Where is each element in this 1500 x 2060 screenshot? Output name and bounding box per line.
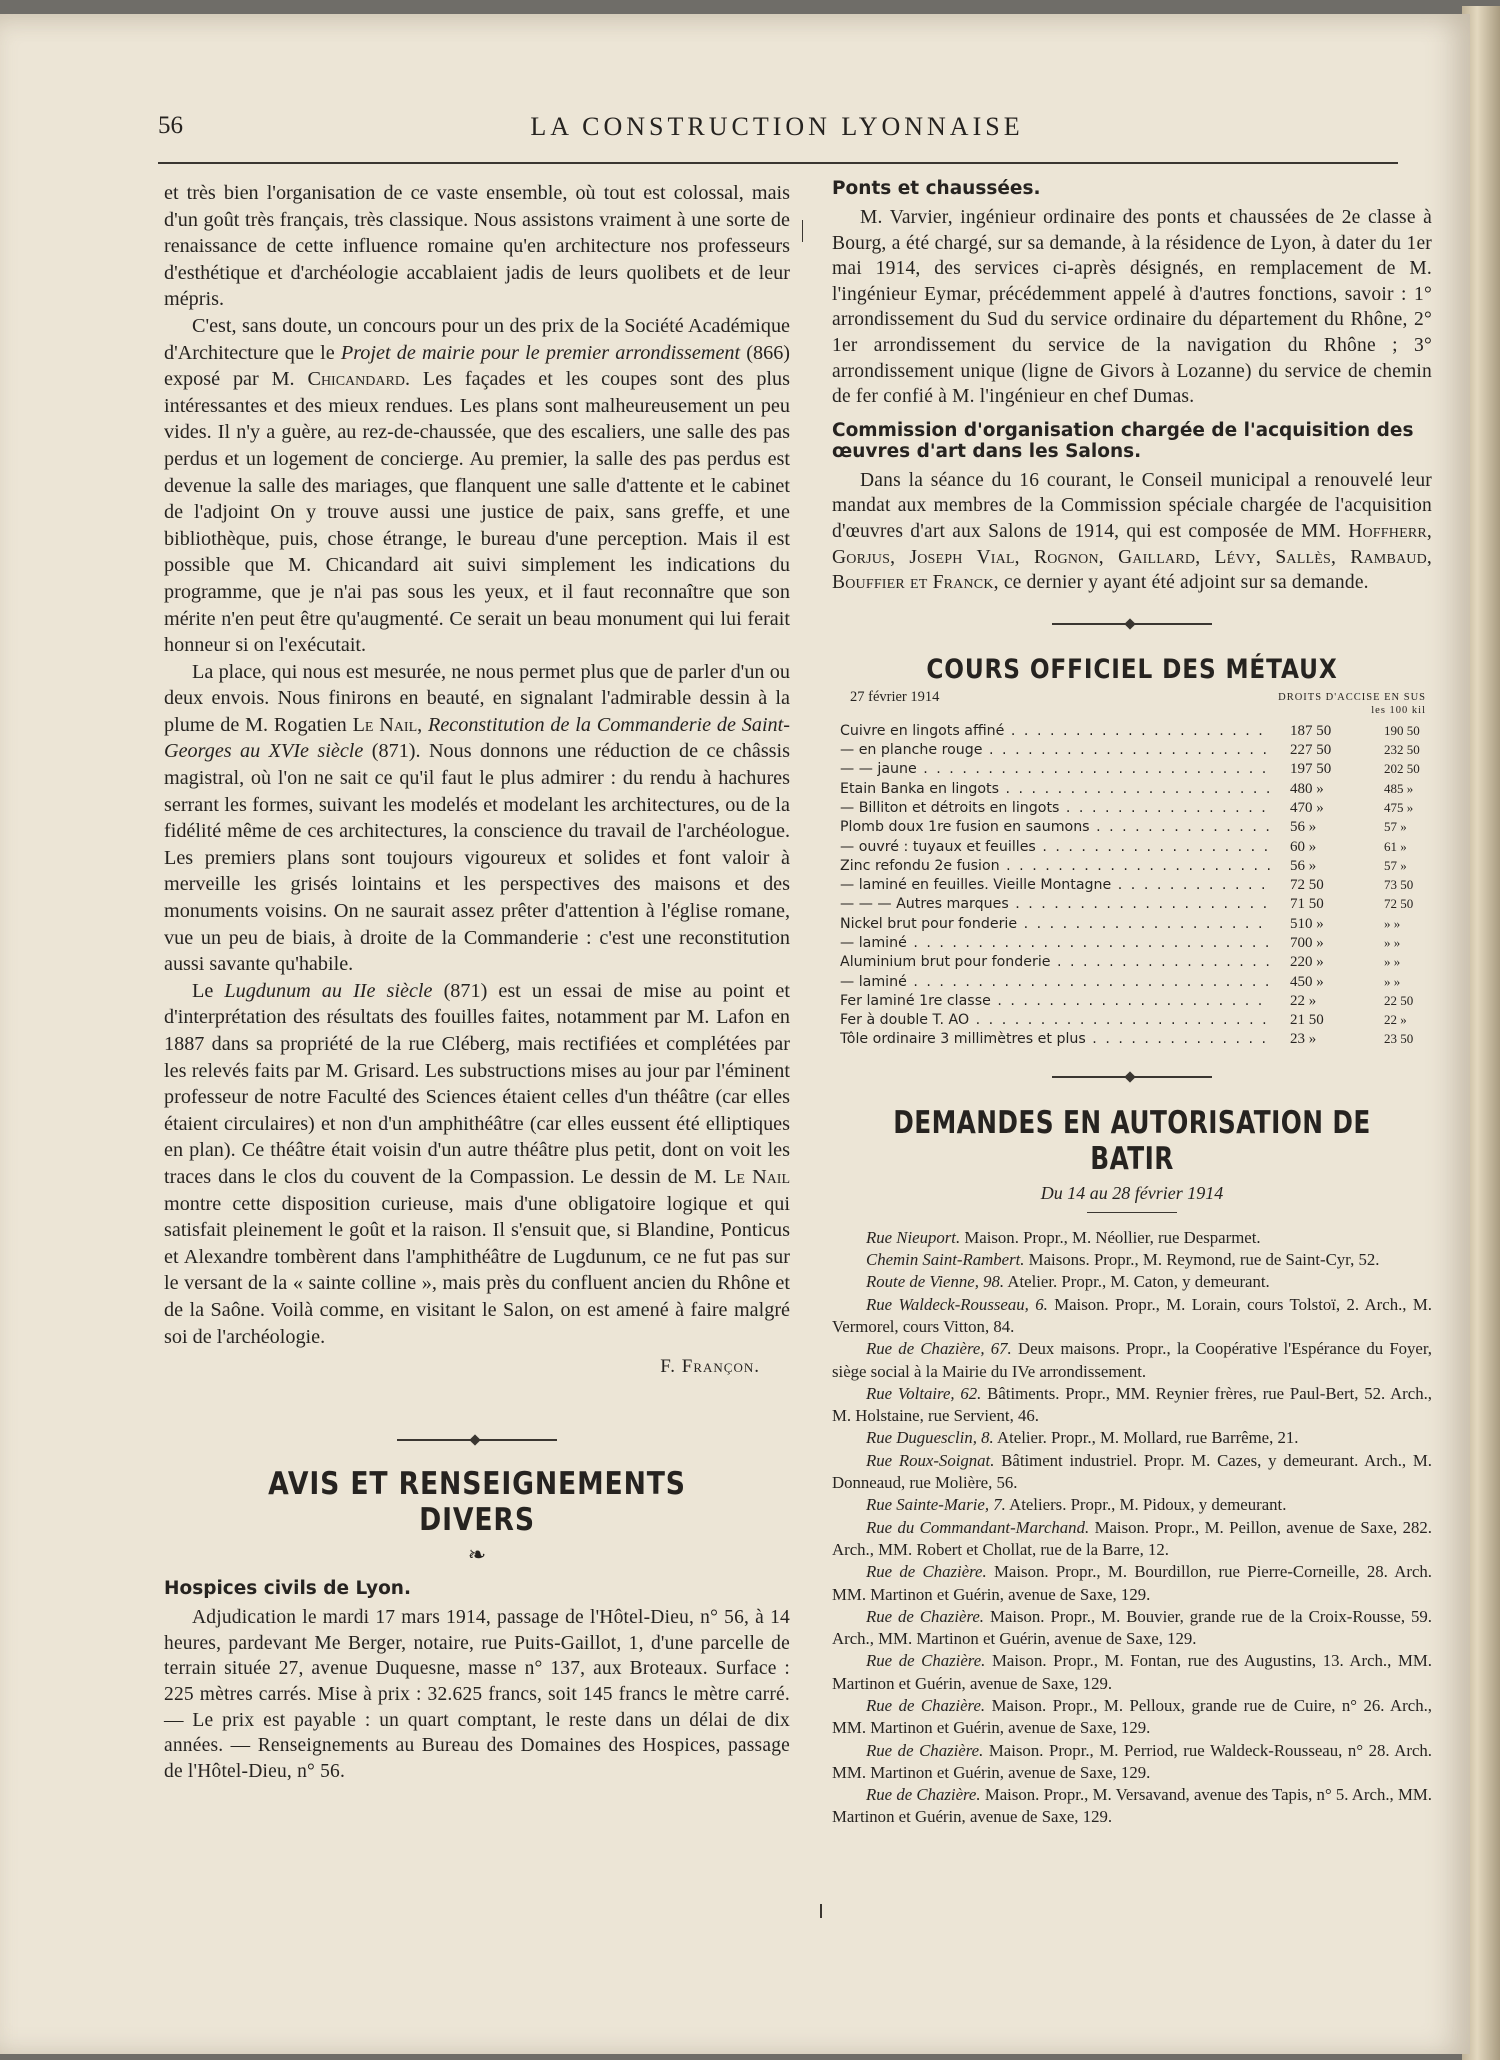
permit-details: Atelier. Propr., M. Caton, y demeurant. — [1004, 1272, 1270, 1292]
section-divider — [1052, 618, 1212, 630]
metal-row — [832, 742, 1432, 761]
permit-street: Rue Nieuport. — [866, 1227, 961, 1247]
metal-name: — laminé . . . — [840, 935, 1270, 951]
metal-name: Nickel brut pour fonderie . . . — [840, 916, 1270, 932]
metal-price: 220 » — [1290, 954, 1324, 971]
metal-price: 187 50 — [1290, 722, 1332, 739]
metal-name: Plomb doux 1re fusion en saumons . . . — [840, 819, 1270, 835]
ponts-notice — [832, 205, 1432, 410]
metal-price-with-duty: 22 50 — [1384, 992, 1414, 1008]
hospices-text: Adjudication le mardi 17 mars 1914, passage de l'Hôtel-Dieu, n° 56, à 14 heures, pardevant Me Berger, notaire, rue Puits-Gaillot, 1, d'une parcelle de terrain située 27, avenue Duquesne, masse n° 137, aux Broteaux. Surface : 225 mètres carrés. Mise à prix : 32.625 francs, soit 145 francs le mètre carré. — Le prix est payable : un quart comptant, le reste dans un délai de dix années. — Renseignements au Bureau des Domaines des Hospices, passage de l'Hôtel-Dieu, n° 56. — [164, 1607, 790, 1782]
metal-price-with-duty: » » — [1384, 954, 1401, 970]
metal-row — [832, 761, 1432, 780]
permit-details: Deux maisons. Propr., la Coopérative l'Espérance du Foyer, siège social à la Mairie du IVe arrondissement. — [832, 1339, 1432, 1381]
commission-heading: Commission d'organisation chargée de l'acquisition des œuvres d'art dans les Salons. — [832, 419, 1414, 462]
metal-name: Fer laminé 1re classe . . . — [840, 993, 1270, 1009]
article-salon — [164, 180, 790, 1350]
permit-details: Maisons. Propr., M. Reymond, rue de Saint-Cyr, 52. — [1024, 1250, 1380, 1270]
metal-price-with-duty: 475 » — [1384, 799, 1414, 815]
permit-street: Rue de Chazière. — [866, 1562, 987, 1582]
right-column — [832, 180, 1432, 1829]
architect-name: Le Nail — [352, 713, 418, 736]
permit-details: Maison. Propr., M. Peillon, avenue de Saxe, 282. Arch., MM. Robert et Chollat, rue de la Barre, 12. — [832, 1517, 1432, 1559]
member-names: Hoffherr, Gorjus, Joseph Vial, Rognon, Gaillard, Lévy, Sallès, Rambaud, Bouffier et Franck — [832, 520, 1432, 594]
permit-street: Rue du Commandant-Marchand. — [866, 1517, 1090, 1537]
metal-name: — ouvré : tuyaux et feuilles . . . — [840, 839, 1270, 855]
text-run: montre cette disposition curieuse, mais d'une obligatoire logique et qui satisfait pleinement le goût et la raison. Il s'ensuit que, si Blandine, Ponticus et Alexandre tombèrent dans l'amphithéâtre de Lugdunum, ce ne fut pas sur le versant de la « sainte colline », mais près du confluent ancien du Rhône et de la Saône. Voilà comme, en visitant le Salon, on est amené à faire malgré soi de l'archéologie. — [164, 1192, 790, 1348]
metal-row — [832, 858, 1432, 877]
text-run: Le — [192, 979, 225, 1002]
metal-price-with-duty: » » — [1384, 973, 1401, 989]
permit-entry — [832, 1650, 1432, 1695]
work-title: Lugdunum au IIe siècle — [224, 979, 433, 1002]
metal-name: — en planche rouge . . . — [840, 742, 1270, 758]
metal-row — [832, 1031, 1432, 1050]
metal-row — [832, 896, 1432, 915]
permit-entry — [832, 1338, 1432, 1383]
metaux-heading: COURS OFFICIEL DES MÉTAUX — [926, 653, 1338, 685]
project-title: Projet de mairie pour le premier arrondissement — [340, 341, 741, 364]
metal-price: 60 » — [1290, 838, 1317, 855]
section-divider — [397, 1434, 557, 1446]
margin-mark — [820, 1904, 822, 1918]
section-divider — [1052, 1071, 1212, 1083]
metal-name: Cuivre en lingots affiné . . . — [840, 723, 1270, 739]
article-paragraph-3 — [164, 659, 790, 978]
demandes-heading: DEMANDES EN AUTORISATION DE BATIR — [893, 1104, 1371, 1177]
text-run: Dans la séance du 16 courant, le Conseil municipal a renouvelé leur mandat aux membres de la Commission spéciale chargée de l'acquisition d'œuvres d'art aux Salons de 1914, qui est composée de MM. — [832, 469, 1432, 542]
avis-heading: AVIS ET RENSEIGNEMENTS DIVERS — [268, 1466, 686, 1539]
permit-details: Maison. Propr., M. Bourdillon, rue Pierre-Corneille, 28. Arch. MM. Martinon et Guérin, avenue de Saxe, 129. — [832, 1562, 1432, 1604]
permit-details: Bâtiments. Propr., MM. Reynier frères, rue Paul-Bert, 52. Arch., M. Holstaine, rue Servient, 46. — [832, 1383, 1432, 1426]
metal-row — [832, 819, 1432, 838]
article-paragraph-4 — [164, 978, 790, 1350]
metaux-duty-header — [1278, 691, 1426, 717]
architect-name: Le Nail — [724, 1165, 790, 1188]
permit-details: Maison. Propr., M. Bouvier, grande rue de la Croix-Rousse, 59. Arch., MM. Martinon et Guérin, avenue de Saxe, 129. — [832, 1606, 1432, 1649]
metal-price-with-duty: 190 50 — [1384, 722, 1420, 738]
metal-price: 56 » — [1290, 819, 1317, 836]
permit-entry — [832, 1784, 1432, 1829]
hospices-heading: Hospices civils de Lyon. — [164, 1578, 411, 1600]
page-header — [158, 112, 1396, 148]
metal-price-with-duty: 61 » — [1384, 838, 1407, 854]
permit-details: Bâtiment industriel. Propr. M. Cazes, y demeurant. Arch., M. Donneaud, rue Molière, 56. — [832, 1450, 1433, 1493]
metal-price: 450 » — [1290, 973, 1324, 990]
short-rule — [1087, 1212, 1177, 1213]
permit-entry — [832, 1249, 1432, 1271]
metal-row — [832, 993, 1432, 1012]
permit-street: Rue de Chazière. — [866, 1785, 981, 1805]
demandes-subtitle: Du 14 au 28 février 1914 — [1040, 1182, 1224, 1203]
hospices-notice — [164, 1605, 790, 1784]
metal-name: — laminé . . . — [840, 974, 1270, 990]
ponts-heading: Ponts et chaussées. — [832, 178, 1041, 199]
duty-unit: les 100 kil — [1371, 704, 1426, 716]
metal-row — [832, 916, 1432, 935]
metal-row — [832, 974, 1432, 993]
metal-row — [832, 800, 1432, 819]
text-run: (871) est un essai de mise au point et d'interprétation des résultats des fouilles faites, notamment par M. Lafon en 1887 dans sa propriété de la rue Cléberg, mais rectifiées et complétées par les relevés faits par M. Grisard. Les substructions mises au jour par l'éminent professeur de notre Faculté des Sciences étaient celles d'un théâtre (car elles étaient circulaires) et non d'un amphithéâtre (car elles eussent été elliptiques en plan). Ce théâtre était voisin d'un autre théâtre plus petit, dont on voit les traces dans le clos du couvent de la Compassion. Le dessin de M. — [164, 979, 791, 1188]
left-column — [164, 180, 790, 1784]
article-paragraph-1: et très bien l'organisation de ce vaste ensemble, où tout est colossal, mais d'un goût très français, très classique. Nous assistons vraiment à une sorte de renaissance de cette influence romaine qu'en architecture nos professeurs d'esthétique et d'archéologie accablaient jadis de leurs quolibets et de leur mépris. — [164, 182, 790, 311]
page-title: LA CONSTRUCTION LYONNAISE — [530, 112, 1024, 141]
permit-entry — [832, 1517, 1432, 1562]
permit-street: Rue de Chazière. — [866, 1606, 984, 1626]
metal-price-with-duty: » » — [1384, 934, 1401, 950]
permit-details: Atelier. Propr., M. Mollard, rue Barrême, 21. — [993, 1428, 1299, 1448]
metal-row — [832, 781, 1432, 800]
permit-entry — [832, 1383, 1432, 1428]
permit-entry — [832, 1427, 1432, 1449]
fleuron-ornament: ❧ — [467, 1542, 487, 1568]
metal-row — [832, 877, 1432, 896]
demandes-list — [832, 1227, 1432, 1829]
commission-notice — [832, 468, 1432, 596]
metal-name: Etain Banka en lingots . . . — [840, 781, 1270, 797]
header-rule — [158, 162, 1398, 164]
metal-price: 510 » — [1290, 915, 1324, 932]
metaux-subheader — [832, 685, 1432, 723]
metal-price-with-duty: 23 50 — [1384, 1031, 1414, 1047]
metal-price-with-duty: 73 50 — [1384, 877, 1414, 893]
permit-details: Maison. Propr., M. Pelloux, grande rue de Cuire, n° 26. Arch., MM. Martinon et Guérin, avenue de Saxe, 129. — [832, 1696, 1432, 1738]
duty-label: DROITS D'ACCISE EN SUS — [1278, 691, 1426, 703]
metal-name: Fer à double T. AO . . . — [840, 1012, 1270, 1028]
metal-price: 21 50 — [1290, 1012, 1324, 1029]
metal-price: 23 » — [1290, 1031, 1317, 1048]
metal-price-with-duty: 57 » — [1384, 857, 1407, 873]
permit-details: Maison. Propr., M. Versavand, avenue des Tapis, n° 5. Arch., MM. Martinon et Guérin, avenue de Saxe, 129. — [832, 1785, 1432, 1827]
metal-name: — Billiton et détroits en lingots . . . — [840, 800, 1270, 816]
permit-details: Maison. Propr., M. Fontan, rue des Augustins, 13. Arch., MM. Martinon et Guérin, avenue de Saxe, 129. — [832, 1651, 1432, 1693]
permit-street: Rue Voltaire, 62. — [866, 1383, 982, 1403]
metal-row — [832, 723, 1432, 742]
page-number: 56 — [158, 112, 183, 139]
work-title: Reconstitution de la Commanderie de Saint-Georges au XVIe siècle — [164, 713, 790, 763]
permit-entry — [832, 1450, 1432, 1495]
metal-price-with-duty: 485 » — [1384, 780, 1414, 796]
permit-entry — [832, 1561, 1432, 1606]
text-run: La place, qui nous est mesurée, ne nous permet plus que de parler d'un ou deux envois. Nous finirons en beauté, en signalant l'admirable dessin à la plume de M. Rogatien — [164, 660, 790, 736]
permit-details: Ateliers. Propr., M. Pidoux, y demeurant. — [1005, 1495, 1287, 1515]
metal-price-with-duty: 57 » — [1384, 819, 1407, 835]
permit-street: Chemin Saint-Rambert. — [866, 1250, 1025, 1270]
article-paragraph-2 — [164, 313, 790, 659]
metal-price-with-duty: 22 » — [1384, 1012, 1407, 1028]
metal-row — [832, 935, 1432, 954]
metal-row — [832, 839, 1432, 858]
permit-entry — [832, 1294, 1432, 1339]
metal-name: — — — Autres marques . . . — [840, 896, 1270, 912]
permit-street: Rue Duguesclin, 8. — [866, 1428, 994, 1448]
metal-price: 71 50 — [1290, 896, 1324, 913]
metal-price: 480 » — [1290, 780, 1324, 797]
column-mark — [802, 220, 803, 242]
permit-details: Maison. Propr., M. Néollier, rue Desparmet. — [960, 1227, 1261, 1247]
metal-name: Zinc refondu 2e fusion . . . — [840, 858, 1270, 874]
metal-price-with-duty: » » — [1384, 915, 1401, 931]
text-run: (866) exposé par M. — [164, 341, 791, 391]
metal-name: — laminé en feuilles. Vieille Montagne . . . — [840, 877, 1270, 893]
text-run: C'est, sans doute, un concours pour un des prix de la Société Académique d'Architecture que le — [164, 314, 790, 364]
metaux-date: 27 février 1914 — [850, 688, 940, 705]
permit-entry — [832, 1494, 1432, 1516]
permit-entry — [832, 1695, 1432, 1740]
permit-street: Rue de Chazière. — [866, 1696, 986, 1715]
metal-name: — — jaune . . . — [840, 761, 1270, 777]
metaux-price-table — [832, 723, 1432, 1051]
metal-price: 227 50 — [1290, 742, 1332, 759]
permit-street: Rue de Chazière, 67. — [866, 1339, 1012, 1359]
permit-street: Rue de Chazière. — [866, 1651, 986, 1671]
permit-details: Maison. Propr., M. Lorain, cours Tolstoï, 2. Arch., M. Vermorel, cours Vitton, 84. — [832, 1294, 1432, 1336]
metal-name: Tôle ordinaire 3 millimètres et plus . . . — [840, 1031, 1270, 1047]
metal-name: Aluminium brut pour fonderie . . . — [840, 954, 1270, 970]
metal-price-with-duty: 232 50 — [1384, 742, 1420, 758]
metal-price: 700 » — [1290, 934, 1324, 951]
newspaper-page — [0, 14, 1470, 2054]
metal-row — [832, 1012, 1432, 1031]
permit-street: Rue de Chazière. — [866, 1740, 984, 1760]
permit-entry — [832, 1271, 1432, 1293]
metal-price: 72 50 — [1290, 877, 1324, 894]
permit-street: Rue Sainte-Marie, 7. — [866, 1495, 1006, 1515]
metal-price: 22 » — [1290, 992, 1317, 1009]
permit-entry — [832, 1227, 1432, 1249]
metal-price: 56 » — [1290, 857, 1317, 874]
article-signature: F. Françon. — [660, 1356, 760, 1378]
permit-street: Rue Roux-Soignat. — [866, 1450, 995, 1470]
text-run: . Les façades et les coupes sont des plus intéressantes et des mieux rendues. Les plans sont malheureusement un peu vides. Il n'y a guère, au rez-de-chaussée, que des escaliers, une salle des pas perdus et un logement de concierge. Au premier, la salle des pas perdus est devenue la salle des mariages, que flanquent une salle d'attente et le cabinet de l'adjoint On y trouve aussi une justice de paix, sans greffe, et une bibliothèque, puis, chose étrange, le bureau d'une perception. Mais il est possible que M. Chicandard ait suivi simplement les indications du programme, que je n'ai pas sous les yeux, et il faut reconnaître que son mérite n'en peut être qu'augmenté. Ce serait un beau monument qui lui ferait honneur si on l'exécutait. — [164, 368, 790, 657]
metal-price-with-duty: 202 50 — [1384, 761, 1420, 777]
metal-row — [832, 954, 1432, 973]
commission-text — [832, 468, 1432, 596]
architect-name: Chicandard — [307, 368, 405, 391]
text-run: , — [417, 713, 428, 736]
permit-entry — [832, 1740, 1432, 1785]
permit-details: Maison. Propr., M. Perriod, rue Waldeck-Rousseau, n° 28. Arch. MM. Martinon et Guérin, avenue de Saxe, 129. — [832, 1740, 1432, 1782]
permit-entry — [832, 1606, 1432, 1651]
text-run: , ce dernier y ayant été adjoint sur sa demande. — [993, 572, 1369, 594]
ponts-text: M. Varvier, ingénieur ordinaire des ponts et chaussées de 2e classe à Bourg, a été chargé, sur sa demande, à la résidence de Lyon, à dater du 1er mai 1914, des services ci-après désignés, en remplacement de M. l'ingénieur Eymar, précédemment appelé à d'autres fonctions, savoir : 1° arrondissement du Sud du service ordinaire du département du Rhône, 2° 1er arrondissement du service de la navigation du Rhône ; 3° arrondissement unique (ligne de Givors à Lozanne) du service de chemin de fer confié à M. l'ingénieur en chef Dumas. — [832, 207, 1432, 408]
metal-price-with-duty: 72 50 — [1384, 896, 1414, 912]
metal-price: 197 50 — [1290, 761, 1332, 778]
permit-street: Rue Waldeck-Rousseau, 6. — [866, 1294, 1048, 1314]
metal-price: 470 » — [1290, 799, 1324, 816]
text-run: (871). Nous donnons une réduction de ce châssis magistral, où l'on ne sait ce qu'il faut le plus admirer : du rendu à hachures serrant les formes, suivant les modelés et modelant les architectures, ou de la fidélité même de ces architectures, la conscience du travail de l'archéologue. Les premiers plans sont toujours vigoureux et solides et font valoir à merveille les grisés lointains et les perspectives des maisons et des monuments voisins. On ne saurait assez prêter d'attention à l'église romane, vue un peu de biais, à droite de la Commanderie : c'est une reconstitution aussi savante qu'habile. — [164, 740, 790, 976]
permit-street: Route de Vienne, 98. — [866, 1272, 1005, 1292]
